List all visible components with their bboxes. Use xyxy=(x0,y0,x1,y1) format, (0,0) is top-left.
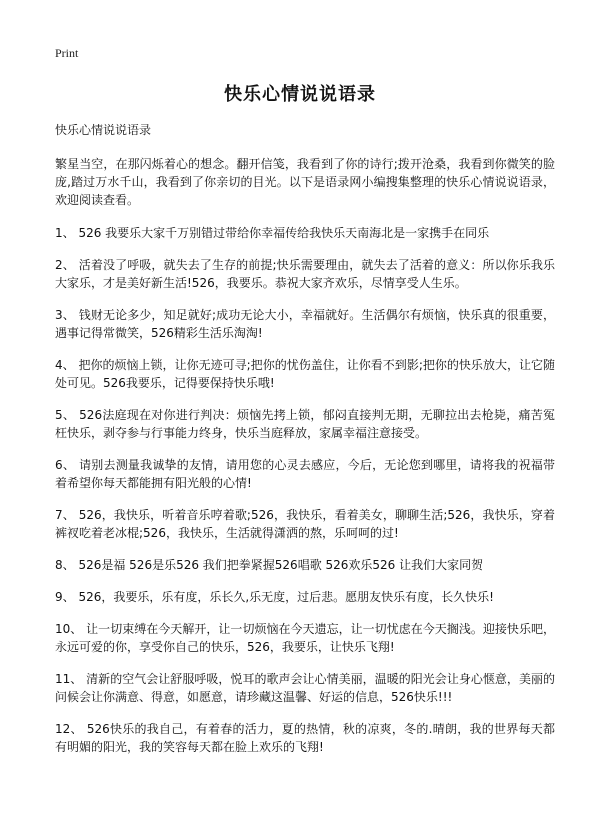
page-title: 快乐心情说说语录 xyxy=(224,84,376,105)
intro-paragraph: 繁星当空，在那闪烁着心的想念。翻开信笺，我看到了你的诗行;拨开沧桑，我看到你微笑的脸庞,踏过万水千山，我看到了你亲切的目光。以下是语录网小编搜集整理的快乐心情说说语录，欢迎阅读查看。 xyxy=(55,157,555,207)
list-item: 1、 526 我要乐大家千万别错过带给你幸福传给我快乐天南海北是一家携手在同乐 xyxy=(55,226,490,240)
list-item: 2、 活着没了呼吸，就失去了生存的前提;快乐需要理由，就失去了活着的意义：所以你乐我乐大家乐，才是美好新生活!526，我要乐。恭祝大家齐欢乐，尽情享受人生乐。 xyxy=(55,258,555,290)
list-item: 10、 让一切束缚在今天解开，让一切烦恼在今天遗忘，让一切忧虑在今天搁浅。迎接快乐吧，永远可爱的你，享受你自己的快乐，526，我要乐，让快乐飞翔! xyxy=(55,622,555,654)
list-item: 8、 526是福 526是乐526 我们把拳紧握526唱歌 526欢乐526 让我们大家同贺 xyxy=(55,558,484,572)
list-item: 11、 清新的空气会让舒服呼吸，悦耳的歌声会让心情美丽，温暖的阳光会让身心惬意，美丽的问候会让你满意、得意，如愿意，请珍藏这温馨、好运的信息，526快乐!!! xyxy=(55,672,555,704)
print-link[interactable]: Print xyxy=(55,46,79,60)
list-item: 5、 526法庭现在对你进行判决：烦恼先拷上锁，郁闷直接判无期，无聊拉出去枪毙，痛苦冤枉快乐，剥夺参与行事能力终身，快乐当庭释放，家属幸福注意接受。 xyxy=(55,408,555,440)
list-item: 3、 钱财无论多少，知足就好;成功无论大小，幸福就好。生活偶尔有烦恼，快乐真的很重要，遇事记得常微笑，526精彩生活乐淘淘! xyxy=(55,308,555,340)
list-item: 9、 526，我要乐，乐有度，乐长久,乐无度，过后悲。愿朋友快乐有度，长久快乐! xyxy=(55,590,494,604)
list-item: 7、 526，我快乐，听着音乐哼着歌;526，我快乐，看着美女，聊聊生活;526，我快乐，穿着裤衩吃着老冰棍;526，我快乐，生活就得潇洒的熬，乐呵呵的过! xyxy=(55,508,555,540)
list-item: 12、 526快乐的我自己，有着春的活力，夏的热情，秋的凉爽，冬的.晴朗，我的世界每天都有明媚的阳光，我的笑容每天都在脸上欢乐的飞翔! xyxy=(55,722,555,754)
article-subtitle: 快乐心情说说语录 xyxy=(55,123,152,137)
list-item: 4、 把你的烦恼上锁，让你无迹可寻;把你的忧伤盖住，让你看不到影;把你的快乐放大，让它随处可见。526我要乐，记得要保持快乐哦! xyxy=(55,358,555,390)
article-body xyxy=(55,121,555,770)
list-item: 6、 请别去测量我诚挚的友情，请用您的心灵去感应，今后，无论您到哪里，请将我的祝福带着希望你每天都能拥有阳光般的心情! xyxy=(55,458,555,490)
